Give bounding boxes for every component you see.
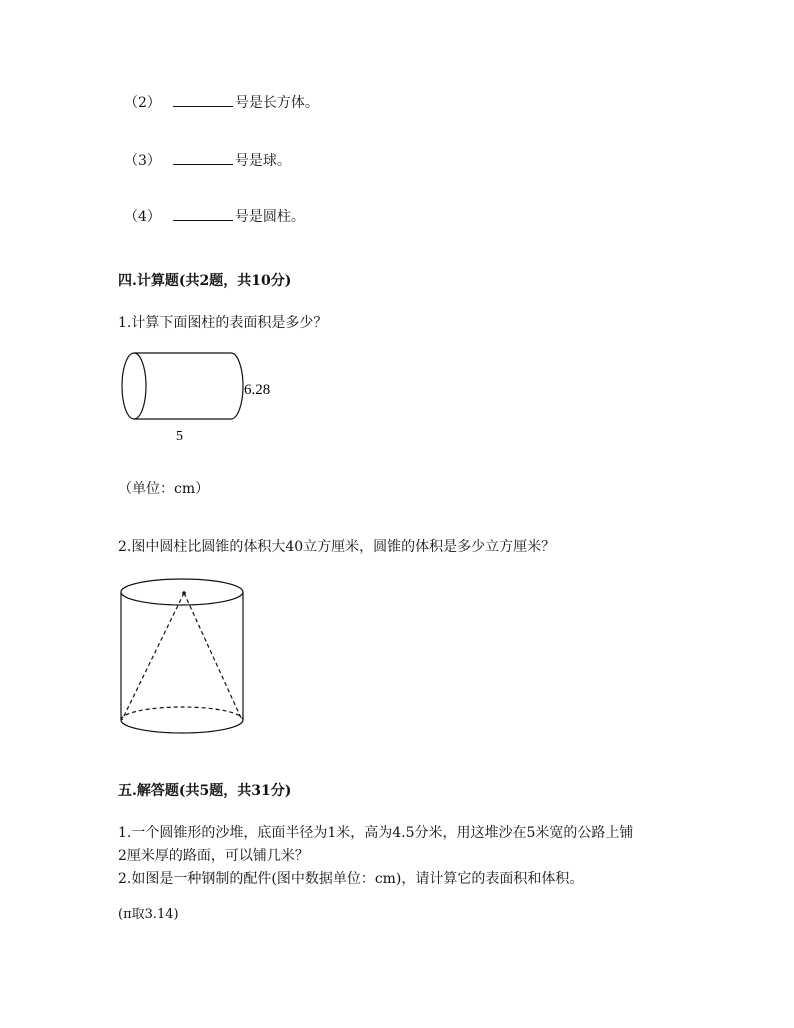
cylinder-top-ellipse bbox=[121, 579, 243, 605]
fill-item-2 bbox=[124, 94, 319, 112]
cylinder-bottom-front bbox=[121, 720, 243, 733]
cylinder-right-face bbox=[231, 353, 243, 419]
fill-item-4 bbox=[124, 208, 305, 226]
cylinder-bottom-back bbox=[121, 707, 243, 720]
answer-blank[interactable] bbox=[173, 94, 233, 107]
pi-note: (π取3.14) bbox=[118, 907, 179, 922]
unit-note: （单位：cm） bbox=[118, 481, 210, 497]
item-number: （4） bbox=[124, 209, 161, 225]
answer-blank[interactable] bbox=[173, 208, 233, 221]
item-text: 号是圆柱。 bbox=[234, 209, 305, 225]
cylinder-figure bbox=[110, 348, 290, 448]
length-label: 5 bbox=[176, 429, 183, 444]
cylinder-cone-figure bbox=[112, 574, 252, 744]
item-text: 号是球。 bbox=[234, 153, 291, 169]
item-number: （2） bbox=[124, 95, 161, 111]
section-title-problems: 五.解答题(共5题，共31分) bbox=[118, 783, 292, 799]
item-text: 号是长方体。 bbox=[234, 95, 319, 111]
item-number: （3） bbox=[124, 153, 161, 169]
cone-apex bbox=[182, 591, 186, 595]
question-5-1-line1: 1.一个圆锥形的沙堆，底面半径为1米，高为4.5分米，用这堆沙在5米宽的公路上铺 bbox=[118, 825, 634, 841]
question-5-2: 2.如图是一种钢制的配件(图中数据单位：cm)，请计算它的表面积和体积。 bbox=[118, 871, 584, 887]
question-4-2: 2.图中圆柱比圆锥的体积大40立方厘米，圆锥的体积是多少立方厘米？ bbox=[118, 539, 556, 555]
question-5-1-line2: 2厘米厚的路面，可以铺几米？ bbox=[118, 848, 309, 864]
answer-blank[interactable] bbox=[173, 152, 233, 165]
section-title-calculation: 四.计算题(共2题，共10分) bbox=[118, 273, 292, 289]
cylinder-left-face bbox=[122, 353, 146, 419]
question-4-1: 1.计算下面图柱的表面积是多少？ bbox=[118, 315, 328, 331]
cone-right-edge bbox=[184, 593, 242, 720]
cone-left-edge bbox=[122, 593, 184, 720]
diameter-label: 6.28 bbox=[244, 382, 271, 398]
fill-item-3 bbox=[124, 152, 291, 170]
